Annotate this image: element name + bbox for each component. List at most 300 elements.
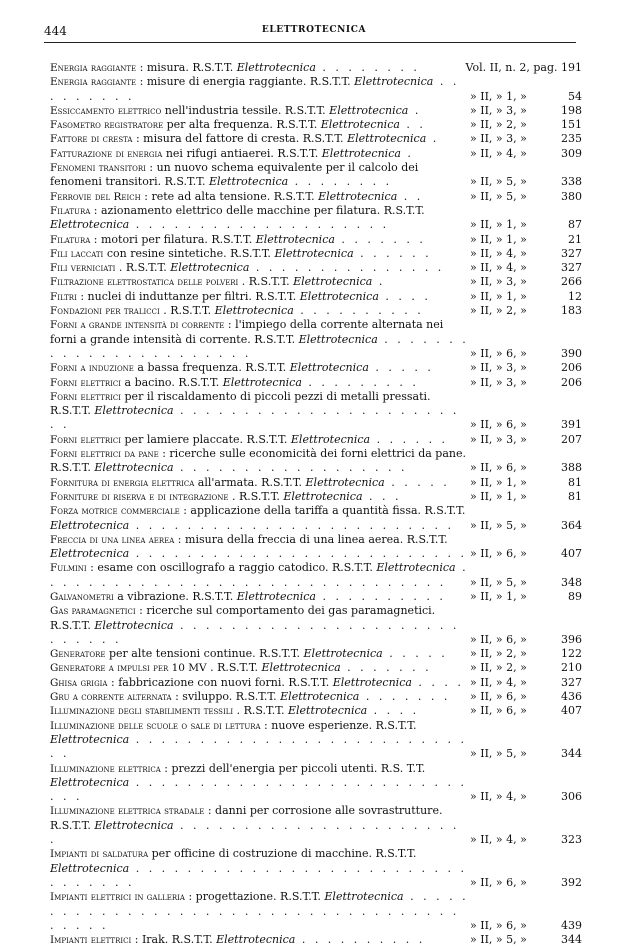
entry-leader-dots: . . . . <box>378 289 431 303</box>
entry-description: per lamiere placcate. R.S.T.T. <box>121 432 291 446</box>
citation-volume-issue: » II, » 3, » <box>470 361 527 375</box>
entry-text <box>50 476 470 490</box>
entry-heading: Impianti di saldatura <box>50 848 149 861</box>
index-entry <box>50 132 582 146</box>
entry-leader-dots: . <box>426 132 440 146</box>
entry-citation <box>470 190 582 204</box>
citation-page: 396 <box>561 632 582 646</box>
entry-description: : misura della freccia di una linea aerea. R.S.T.T. <box>174 532 448 546</box>
entry-leader-dots: . . . . . <box>368 361 434 375</box>
entry-heading: Fenomeni transitori <box>50 162 146 175</box>
citation-full: Vol. II, n. 2, pag. 191 <box>465 61 582 74</box>
citation-page: 323 <box>561 833 582 847</box>
index-entry <box>50 647 582 661</box>
entry-leader-dots: . . . . . . . . . . . . . . . . . . . . . . . . . . . . . <box>50 775 468 804</box>
entry-leader-dots: . . . . . . . . . . . . . . . . . . . . . . . <box>50 332 469 360</box>
entry-heading: Ferrovie del Reich <box>50 190 141 203</box>
entry-leader-dots: . . . . . . . . . . . . . . . . . . . . . . . . <box>50 404 460 432</box>
index-entry <box>50 104 582 118</box>
entry-text <box>50 204 470 233</box>
entry-text <box>50 233 470 247</box>
entry-journal: Elettrotecnica <box>50 518 130 532</box>
citation-page: 344 <box>561 933 582 947</box>
entry-citation <box>470 90 582 104</box>
entry-citation <box>470 218 582 232</box>
entry-heading: Filatura <box>50 233 91 246</box>
entry-citation <box>470 275 582 289</box>
entry-text <box>50 533 470 562</box>
citation-page: 87 <box>568 218 582 232</box>
citation-page: 344 <box>561 747 582 761</box>
citation-volume-issue: » II, » 6, » <box>470 632 527 646</box>
entry-text <box>50 590 470 604</box>
entry-text <box>50 190 470 204</box>
entry-heading: Impianti elettrici in galleria <box>50 891 185 904</box>
entry-description: nei rifugi antiaerei. R.S.T.T. <box>162 146 322 160</box>
entry-leader-dots: . . . . . . . . . . . . . . . <box>249 261 445 275</box>
entry-description: . R.S.T.T. <box>233 704 288 718</box>
citation-page: 306 <box>561 790 582 804</box>
entry-leader-dots: . . . <box>362 489 402 503</box>
entry-text <box>50 261 470 275</box>
entry-leader-dots: . . . . . . . . . . . . . . . . . . . . . . . <box>50 818 460 847</box>
entry-description: per alte tensioni continue. R.S.T.T. <box>105 647 304 661</box>
index-entry <box>50 376 582 390</box>
entry-journal: Elettrotecnica <box>320 118 400 132</box>
index-entry <box>50 233 582 247</box>
entry-heading: Forni elettrici da pane <box>50 448 159 461</box>
entry-heading: Fatturazione di energia <box>50 147 163 160</box>
entry-heading: Illuminazione degli stabilimenti tessili <box>50 705 234 718</box>
entry-heading: Energia raggiante <box>50 62 137 74</box>
entry-heading: Fornitura di energia elettrica <box>50 476 195 489</box>
entry-journal: Elettrotecnica <box>50 861 130 875</box>
citation-volume-issue: » II, » 1, » <box>470 89 527 103</box>
entry-heading: Filatura <box>50 204 91 217</box>
entry-journal: Elettrotecnica <box>216 933 296 947</box>
citation-volume-issue: » II, » 5, » <box>470 189 527 203</box>
citation-page: 198 <box>561 103 582 117</box>
entry-text <box>50 804 470 847</box>
entry-journal: Elettrotecnica <box>293 275 373 289</box>
entry-citation <box>470 490 582 504</box>
citation-page: 380 <box>561 189 582 203</box>
entry-citation <box>470 833 582 847</box>
entry-heading: Ghisa grigia <box>50 676 108 689</box>
entry-heading: Fulmini <box>50 562 87 575</box>
entry-text <box>50 676 470 690</box>
entry-text <box>50 118 470 132</box>
entry-description: : l'impiego della corrente alternata nei forni a grande intensità di corrente. R.S.T.T. <box>50 318 444 346</box>
entry-journal: Elettrotecnica <box>298 332 378 346</box>
citation-page: 338 <box>561 175 582 189</box>
entry-leader-dots: . . . . . . <box>370 432 449 446</box>
citation-volume-issue: » II, » 2, » <box>470 118 527 132</box>
entry-citation <box>470 704 582 718</box>
entry-journal: Elettrotecnica <box>94 818 174 832</box>
citation-page: 309 <box>561 146 582 160</box>
entry-journal: Elettrotecnica <box>305 475 385 489</box>
entry-heading: Forni elettrici <box>50 390 122 403</box>
entry-text <box>50 890 470 933</box>
citation-volume-issue: » II, » 3, » <box>470 103 527 117</box>
entry-journal: Elettrotecnica <box>274 246 354 260</box>
index-entry <box>50 433 582 447</box>
index-entry <box>50 504 582 533</box>
citation-volume-issue: » II, » 4, » <box>470 261 527 275</box>
citation-page: 122 <box>561 647 582 661</box>
entry-heading: Forza motrice commerciale <box>50 505 180 518</box>
citation-volume-issue: » II, » 5, » <box>470 175 527 189</box>
entry-heading: Forni a grande intensità di corrente <box>50 319 225 332</box>
index-entry <box>50 933 582 947</box>
citation-volume-issue: » II, » 6, » <box>470 346 527 360</box>
citation-volume-issue: » II, » 4, » <box>470 833 527 847</box>
citation-page: 266 <box>561 275 582 289</box>
entry-leader-dots: . . . . . . . <box>359 690 451 704</box>
entry-text <box>50 290 470 304</box>
entry-citation <box>470 361 582 375</box>
citation-page: 235 <box>561 132 582 146</box>
header-rule <box>44 42 576 43</box>
entry-text <box>50 561 470 590</box>
entry-leader-dots: . . . . . . . . . . . . . . . . . . . . . . . . . . . . . . . . <box>50 561 469 589</box>
entry-citation <box>470 233 582 247</box>
citation-volume-issue: » II, » 6, » <box>470 547 527 561</box>
entry-text <box>50 75 470 104</box>
entry-journal: Elettrotecnica <box>290 432 371 446</box>
page-header <box>44 24 584 42</box>
entry-description: a vibrazione. R.S.T.T. <box>113 589 237 603</box>
entry-heading: Fasometro registratore <box>50 119 164 132</box>
citation-page: 206 <box>561 375 582 389</box>
entry-description: : misure di energia raggiante. R.S.T.T. <box>136 75 355 89</box>
citation-volume-issue: » II, » 1, » <box>470 589 527 603</box>
entry-citation <box>470 576 582 590</box>
entry-heading: Illuminazione elettrica stradale <box>50 805 205 818</box>
entry-journal: Elettrotecnica <box>214 304 294 318</box>
entry-citation <box>462 61 582 75</box>
entry-heading: Generatore a impulsi per 10 MV <box>50 662 207 675</box>
citation-page: 436 <box>561 690 582 704</box>
entry-text <box>50 318 470 361</box>
entry-journal: Elettrotecnica <box>208 175 289 189</box>
entry-text <box>50 147 470 161</box>
entry-leader-dots: . . <box>399 118 426 132</box>
entry-description: : rete ad alta tensione. R.S.T.T. <box>140 189 319 203</box>
entry-text <box>50 647 470 661</box>
citation-page: 407 <box>561 547 582 561</box>
entry-description: a bassa frequenza. R.S.T.T. <box>133 361 290 375</box>
citation-page: 81 <box>568 489 582 503</box>
entry-journal: Elettrotecnica <box>255 232 335 246</box>
entry-leader-dots: . . . . . . . . . . <box>295 933 426 947</box>
entry-citation <box>470 418 582 432</box>
entry-journal: Elettrotecnica <box>50 775 130 789</box>
index-entry <box>50 390 582 433</box>
citation-volume-issue: » II, » 5, » <box>470 575 527 589</box>
entry-description: : azionamento elettrico delle macchine per filatura. R.S.T.T. <box>90 203 425 217</box>
entry-journal: Elettrotecnica <box>289 361 369 375</box>
index-entry <box>50 190 582 204</box>
entry-journal: Elettrotecnica <box>287 704 368 718</box>
entry-leader-dots: . . . . <box>411 675 464 689</box>
entry-heading: Generatore <box>50 648 106 661</box>
entry-journal: Elettrotecnica <box>376 561 456 575</box>
citation-volume-issue: » II, » 4, » <box>470 675 527 689</box>
entry-text <box>50 719 470 762</box>
entry-text <box>50 490 470 504</box>
entry-description: : motori per filatura. R.S.T.T. <box>90 232 256 246</box>
entry-journal: Elettrotecnica <box>94 618 174 632</box>
entry-journal: Elettrotecnica <box>94 461 174 475</box>
citation-page: 392 <box>561 875 582 889</box>
citation-page: 206 <box>561 361 582 375</box>
entry-leader-dots: . . . . . . . . . . . . . . . . . . . . . . . . . . . . <box>50 732 468 761</box>
citation-volume-issue: » II, » 5, » <box>470 518 527 532</box>
citation-volume-issue: » II, » 2, » <box>470 661 527 675</box>
index-entry <box>50 762 582 805</box>
entry-description: : esame con oscillografo a raggio catodico. R.S.T.T. <box>86 561 377 575</box>
citation-page: 327 <box>561 246 582 260</box>
entry-journal: Elettrotecnica <box>299 289 379 303</box>
entry-description: a bacino. R.S.T.T. <box>121 375 223 389</box>
citation-page: 348 <box>561 575 582 589</box>
citation-volume-issue: » II, » 2, » <box>470 647 527 661</box>
entry-journal: Elettrotecnica <box>347 132 427 146</box>
entry-heading: Filtri <box>50 290 77 303</box>
index-entry <box>50 890 582 933</box>
citation-volume-issue: » II, » 6, » <box>470 690 527 704</box>
entry-text <box>50 361 470 375</box>
entry-description: : applicazione della tariffa a quantità fissa. R.S.T.T. <box>179 504 466 518</box>
entry-citation <box>470 519 582 533</box>
index-entry <box>50 476 582 490</box>
entry-text <box>50 275 470 289</box>
entry-description: : misura del fattore di cresta. R.S.T.T. <box>132 132 348 146</box>
entry-text <box>50 704 470 718</box>
entry-citation <box>470 690 582 704</box>
entry-leader-dots: . . . . . . . . <box>315 61 420 74</box>
index-entry <box>50 590 582 604</box>
entry-citation <box>470 247 582 261</box>
entry-heading: Fili verniciati <box>50 262 116 275</box>
entry-leader-dots: . . . . . . . . . . <box>293 304 424 318</box>
entry-heading: Fattore di cresta <box>50 133 133 146</box>
entry-heading: Filtrazione elettrostatica delle polveri <box>50 276 239 289</box>
entry-journal: Elettrotecnica <box>318 189 398 203</box>
entry-citation <box>470 118 582 132</box>
citation-volume-issue: » II, » 6, » <box>470 704 527 718</box>
entry-description: : fabbricazione con nuovi forni. R.S.T.T. <box>107 675 333 689</box>
citation-page: 388 <box>561 461 582 475</box>
index-entry <box>50 318 582 361</box>
entry-journal: Elettrotecnica <box>303 647 383 661</box>
citation-volume-issue: » II, » 2, » <box>470 304 527 318</box>
entry-citation <box>470 175 582 189</box>
citation-volume-issue: » II, » 6, » <box>470 461 527 475</box>
entry-description: . R.S.T.T. <box>159 304 215 318</box>
entry-leader-dots: . . . . . . . . . . . . . . . . . . . . . . . . . <box>129 518 455 532</box>
citation-volume-issue: » II, » 1, » <box>470 289 527 303</box>
citation-page: 207 <box>561 432 582 446</box>
entry-text <box>50 247 470 261</box>
index-entry <box>50 361 582 375</box>
entry-leader-dots: . . . . . . . . . . <box>315 589 446 603</box>
entry-text <box>50 304 470 318</box>
index-entry <box>50 118 582 132</box>
entry-heading: Forni a induzione <box>50 362 134 375</box>
index-entry <box>50 447 582 476</box>
entry-journal: Elettrotecnica <box>261 661 341 675</box>
entry-heading: Forni elettrici <box>50 376 122 389</box>
entry-leader-dots: . . . . . . . . . . . . . . . . . . . . . . . . . . . . . . . . . . . . . . . . . . <box>50 890 469 932</box>
entry-journal: Elettrotecnica <box>324 890 404 904</box>
entry-leader-dots: . . . . . . . . <box>288 175 393 189</box>
entry-description: con resine sintetiche. R.S.T.T. <box>103 246 275 260</box>
entry-journal: Elettrotecnica <box>222 375 302 389</box>
index-entry <box>50 290 582 304</box>
entry-citation <box>470 933 582 947</box>
citation-volume-issue: » II, » 3, » <box>470 375 527 389</box>
citation-page: 364 <box>561 518 582 532</box>
entry-description: : un nuovo schema equivalente per il calcolo dei fenomeni transitori. R.S.T.T. <box>50 161 419 189</box>
citation-page: 89 <box>568 589 582 603</box>
citation-page: 210 <box>561 661 582 675</box>
entry-citation <box>470 647 582 661</box>
entry-text <box>50 762 470 805</box>
citation-page: 390 <box>561 346 582 360</box>
entry-journal: Elettrotecnica <box>50 218 130 232</box>
entry-heading: Illuminazione delle scuole o sale di lettura <box>50 719 261 732</box>
entry-citation <box>470 376 582 390</box>
index-entry <box>50 661 582 675</box>
citation-volume-issue: » II, » 1, » <box>470 218 527 232</box>
entry-leader-dots: . . . . . . . . . . . . . . . . . . . . . . . . . . <box>129 547 468 561</box>
citation-volume-issue: » II, » 4, » <box>470 790 527 804</box>
entry-description: per officine di costruzione di macchine. R.S.T.T. <box>148 847 417 861</box>
entry-text <box>50 847 470 890</box>
citation-volume-issue: » II, » 3, » <box>470 275 527 289</box>
entry-text <box>50 604 470 647</box>
entry-text <box>50 933 470 947</box>
citation-volume-issue: » II, » 1, » <box>470 489 527 503</box>
entry-description: : sviluppo. R.S.T.T. <box>171 690 281 704</box>
entry-text <box>50 376 470 390</box>
entry-leader-dots: . . . . . . . . . <box>301 375 419 389</box>
entry-citation <box>470 304 582 318</box>
citation-page: 327 <box>561 261 582 275</box>
entry-heading: Energia raggiante <box>50 76 137 89</box>
entry-citation <box>470 147 582 161</box>
index-entry <box>50 561 582 590</box>
entry-description: : danni per corrosione alle sovrastrutture. R.S.T.T. <box>50 804 443 832</box>
entry-journal: Elettrotecnica <box>50 547 130 561</box>
entry-description: nell'industria tessile. R.S.T.T. <box>161 103 330 117</box>
citation-volume-issue: » II, » 6, » <box>470 418 527 432</box>
citation-page: 54 <box>568 89 582 103</box>
entry-description: : progettazione. R.S.T.T. <box>184 890 325 904</box>
index-entry <box>50 804 582 847</box>
entry-journal: Elettrotecnica <box>354 75 434 89</box>
entry-description: all'armata. R.S.T.T. <box>194 475 306 489</box>
entry-text <box>50 433 470 447</box>
index-entry <box>50 704 582 718</box>
entry-leader-dots: . . . . . . <box>353 246 432 260</box>
entry-journal: Elettrotecnica <box>236 61 316 74</box>
entry-description: : prezzi dell'energia per piccoli utenti. R.S. T.T. <box>160 761 426 775</box>
entry-text <box>50 161 470 190</box>
index-entry <box>50 719 582 762</box>
entry-leader-dots: . . . . . . . . . . . . . . . . . . <box>173 461 408 475</box>
index-entry <box>50 690 582 704</box>
entry-heading: Essiccamento elettrico <box>50 104 162 117</box>
entry-text <box>50 104 470 118</box>
index-entry <box>50 275 582 289</box>
entry-heading: Gas paramagnetici <box>50 605 136 618</box>
entry-leader-dots: . . . . . . . . . . . . . . . . . . . . . . . . . . . . <box>50 618 460 646</box>
citation-volume-issue: » II, » 4, » <box>470 146 527 160</box>
citation-volume-issue: » II, » 4, » <box>470 246 527 260</box>
citation-volume-issue: » II, » 5, » <box>470 747 527 761</box>
entry-journal: Elettrotecnica <box>50 732 130 746</box>
entry-heading: Fondazioni per tralicci <box>50 305 160 318</box>
entry-heading: Galvanometri <box>50 590 114 603</box>
entry-description: : Irak. R.S.T.T. <box>131 933 217 947</box>
entry-leader-dots: . . . . . . . . . <box>50 75 460 103</box>
entry-text <box>50 690 470 704</box>
index-entry <box>50 604 582 647</box>
entry-heading: Forni elettrici <box>50 433 122 446</box>
entry-citation <box>470 590 582 604</box>
entry-heading: Fili laccati <box>50 247 104 260</box>
entry-leader-dots: . . . . . . . . . . . . . . . . . . . . <box>129 218 390 232</box>
index-entry <box>50 533 582 562</box>
entry-journal: Elettrotecnica <box>321 146 401 160</box>
entry-citation <box>470 676 582 690</box>
entry-heading: Freccia di una linea aerea <box>50 533 175 546</box>
citation-volume-issue: » II, » 6, » <box>470 918 527 932</box>
index-entry <box>50 261 582 275</box>
entry-description: : misura. R.S.T.T. <box>136 61 237 74</box>
citation-page: 81 <box>568 475 582 489</box>
citation-volume-issue: » II, » 3, » <box>470 132 527 146</box>
entry-description: : nuclei di induttanze per filtri. R.S.T.T. <box>76 289 300 303</box>
entry-heading: Forniture di riserva e di integrazione <box>50 490 229 503</box>
index-entry <box>50 161 582 190</box>
entry-citation <box>470 547 582 561</box>
entry-leader-dots: . . . . <box>367 704 420 718</box>
citation-volume-issue: » II, » 3, » <box>470 432 527 446</box>
entry-leader-dots: . <box>400 146 414 160</box>
entry-leader-dots: . . . . . <box>384 475 450 489</box>
entry-heading: Gru a corrente alternata <box>50 691 172 704</box>
entry-text <box>50 447 470 476</box>
index-entry <box>50 75 582 104</box>
citation-volume-issue: » II, » 6, » <box>470 875 527 889</box>
page-number: 444 <box>44 24 67 38</box>
entry-citation <box>470 261 582 275</box>
entry-text <box>50 661 470 675</box>
entry-citation <box>470 347 582 361</box>
entry-citation <box>470 461 582 475</box>
citation-volume-issue: » II, » 1, » <box>470 475 527 489</box>
entry-description: . R.S.T.T. <box>228 489 284 503</box>
index-entry <box>50 676 582 690</box>
entry-citation <box>470 633 582 647</box>
citation-page: 12 <box>568 289 582 303</box>
entry-journal: Elettrotecnica <box>329 103 409 117</box>
